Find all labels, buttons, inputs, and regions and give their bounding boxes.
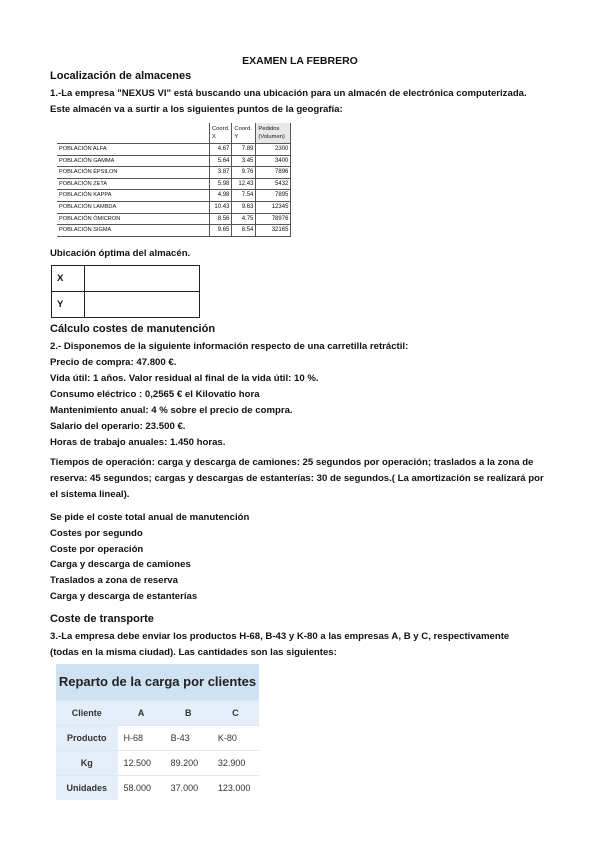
locations-table-header: [57, 123, 291, 144]
problem2-line: Salario del operario: 23.500 €.: [50, 421, 186, 432]
table-row: [52, 292, 200, 318]
table-row: POBLACIÓN ALFA 4.67 7.89 2300: [57, 144, 291, 156]
problem2-line: 2.- Disponemos de la siguiente información respecto de una carretilla retráctil:: [50, 341, 409, 352]
problem2-line: Mantenimiento anual: 4 % sobre el precio de compra.: [50, 405, 293, 416]
table-row: Kg 12.500 89.200 32.900: [56, 751, 259, 776]
table-row: POBLACIÓN KAPPA 4.98 7.54 7895: [57, 190, 291, 202]
optimal-location-label: Ubicación óptima del almacén.: [50, 248, 191, 259]
problem2-line: Consumo eléctrico : 0,2565 € el Kilovatio hora: [50, 389, 260, 400]
table-row: Producto H-68 B-43 K-80: [56, 726, 259, 751]
ask-item: Carga y descarga de estanterías: [50, 591, 198, 602]
section-heading-transporte: Coste de transporte: [50, 613, 154, 625]
problem1-line2: Este almacén va a surtir a los siguientes puntos de la geografía:: [50, 104, 343, 115]
ask-item: Coste por operación: [50, 544, 144, 555]
table-row: POBLACIÓN ÓMICRON 8.56 4.75 78976: [57, 213, 291, 225]
reparto-table: [56, 700, 259, 800]
header-blank-cell: [57, 123, 210, 144]
page-title: EXAMEN LA FEBRERO: [242, 55, 358, 67]
optimal-location-table: [51, 265, 200, 318]
y-answer-field[interactable]: [85, 292, 200, 318]
ask-item: Costes por segundo: [50, 528, 143, 539]
x-answer-field[interactable]: [85, 266, 200, 292]
problem2-line: Horas de trabajo anuales: 1.450 horas.: [50, 437, 226, 448]
problem2-line: Precio de compra: 47.800 €.: [50, 357, 177, 368]
header-pedidos: Pedidos (Volumen): [256, 123, 291, 144]
table-row: POBLACIÓN GAMMA 5.64 3.45 3400: [57, 155, 291, 167]
problem3-line2: (todas en la misma ciudad). Las cantidades son las siguientes:: [50, 647, 337, 658]
problem1-line1: 1.-La empresa "NEXUS VI" está buscando una ubicación para un almacén de electrónica computerizada.: [50, 88, 527, 99]
table-row: POBLACIÓN ÉPSILON 3.87 9.76 7896: [57, 167, 291, 179]
problem2-line: Vida útil: 1 años. Valor residual al final de la vida útil: 10 %.: [50, 373, 319, 384]
y-label: Y: [52, 292, 85, 318]
section-heading-manutencion: Cálculo costes de manutención: [50, 323, 216, 335]
table-row: POBLACIÓN ZETA 5.98 12.43 5432: [57, 178, 291, 190]
table-row: [52, 266, 200, 292]
operation-times-paragraph: Tiempos de operación: carga y descarga de camiones: 25 segundos por operación; traslados a la zona de reserva: 45 segundos; cargas y descargas de estanterías: 30 de segundos.( La amortización se realizará por el sistema lineal).: [50, 457, 544, 500]
reparto-table-title: Reparto de la carga por clientes: [56, 664, 259, 700]
ask-item: Carga y descarga de camiones: [50, 559, 191, 570]
ask-item: Traslados a zona de reserva: [50, 575, 178, 586]
problem3-line1: 3.-La empresa debe enviar los productos H-68, B-43 y K-80 a las empresas A, B y C, respectivamente: [50, 631, 510, 642]
ask-item: Se pide el coste total anual de manutención: [50, 512, 250, 523]
locations-table: [57, 123, 291, 237]
reparto-header-row: Cliente A B C: [56, 701, 259, 726]
reparto-table-card: [56, 664, 259, 800]
header-coord-x: Coord. X: [210, 123, 232, 144]
table-row: Unidades 58.000 37.000 123.000: [56, 776, 259, 801]
table-row: POBLACIÓN LAMBDA 10.43 9.63 12345: [57, 201, 291, 213]
header-coord-y: Coord. Y: [232, 123, 256, 144]
section-heading-localizacion: Localización de almacenes: [50, 70, 192, 82]
x-label: X: [52, 266, 85, 292]
table-row: POBLACIÓN SIGMA 9.65 8.54 32165: [57, 225, 291, 237]
